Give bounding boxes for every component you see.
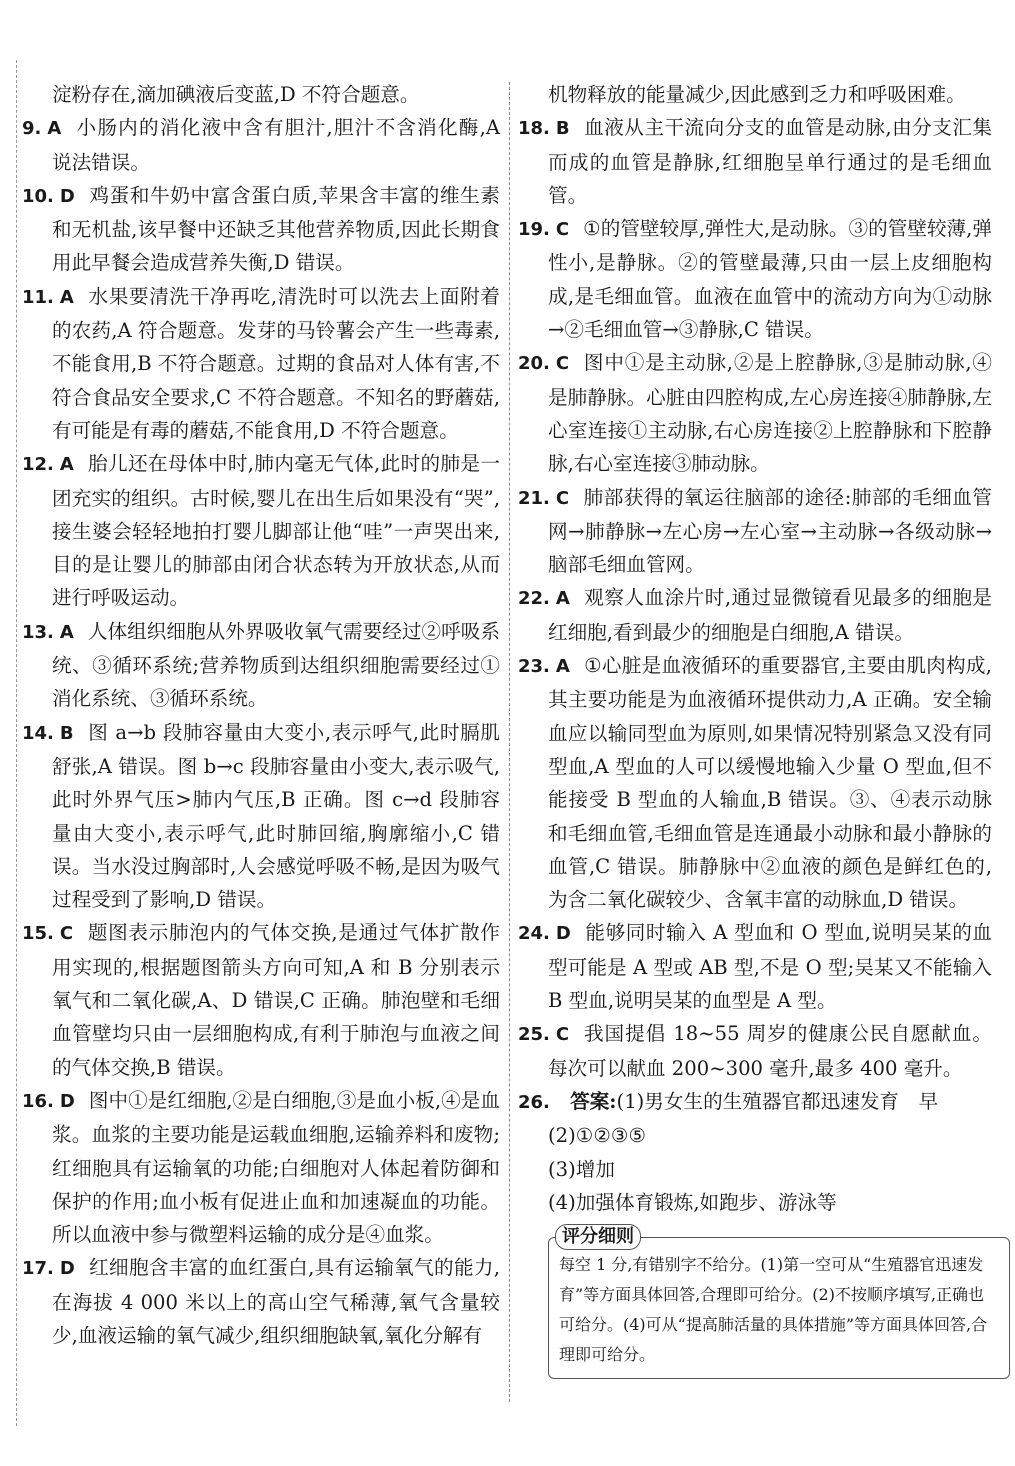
question-number: 20. xyxy=(518,353,550,375)
question-label xyxy=(22,186,75,207)
question-number: 14. xyxy=(22,722,54,744)
continuation-text: 机物释放的能量减少,因此感到乏力和呼吸困难。 xyxy=(548,83,966,106)
question-label xyxy=(518,656,570,677)
answer-item xyxy=(22,916,500,1083)
question-number: 21. xyxy=(518,487,550,509)
answer-item xyxy=(22,615,500,716)
answer-list-left xyxy=(22,111,500,1352)
answer-choice: C xyxy=(555,487,570,509)
answer-choice: A xyxy=(555,588,570,610)
answer-choice: A xyxy=(59,286,74,308)
answer-choice: C xyxy=(59,923,74,945)
answer-choice: D xyxy=(59,185,75,207)
question-number: 25. xyxy=(518,1024,550,1046)
answer-item xyxy=(518,581,992,649)
answer-item xyxy=(518,1017,992,1085)
explanation-text: 胎儿还在母体中时,肺内毫无气体,此时的肺是一团充实的组织。古时候,婴儿在出生后如果没有“哭”,接生婆会轻轻地拍打婴儿脚部让他“哇”一声哭出来,目的是让婴儿的肺部由闭合状态转为开放状态,从而进行呼吸运动。 xyxy=(52,452,500,610)
answer-item xyxy=(22,280,500,447)
explanation-text: 水果要清洗干净再吃,清洗时可以洗去上面附着的农药,A 符合题意。发芽的马铃薯会产生一些毒素,不能食用,B 不符合题意。过期的食品对人体有害,不符合食品安全要求,C 不符合题意。不知名的野蘑菇,有可能是有毒的蘑菇,不能食用,D 不符合题意。 xyxy=(52,284,500,442)
scoring-rubric-box xyxy=(548,1226,1010,1379)
question-label xyxy=(518,588,570,609)
question-number: 17. xyxy=(22,1258,54,1280)
explanation-text: 题图表示肺泡内的气体交换,是通过气体扩散作用实现的,根据题图箭头方向可知,A 和 B 分别表示氧气和二氧化碳,A、D 错误,C 正确。肺泡壁和毛细血管壁均只由一层细胞构成,有利于肺泡与血液之间的气体交换,B 错误。 xyxy=(52,921,500,1079)
question-number: 11. xyxy=(22,286,54,308)
explanation-text: 图中①是红细胞,②是白细胞,③是血小板,④是血浆。血浆的主要功能是运载血细胞,运输养料和废物;红细胞具有运输氧的功能;白细胞对人体起着防御和保护的作用;血小板有促进止血和加速凝血的功能。所以血液中参与微塑料运输的成分是④血浆。 xyxy=(52,1088,500,1247)
answer-choice: C xyxy=(555,1024,570,1046)
explanation-text: ①的管壁较厚,弹性大,是动脉。③的管壁较薄,弹性小,是静脉。②的管壁最薄,只由一层上皮细胞构成,是毛细血管。血液在血管中的流动方向为①动脉→②毛细血管→③静脉,C 错误。 xyxy=(548,217,992,342)
continuation-text: 淀粉存在,滴加碘液后变蓝,D 不符合题意。 xyxy=(52,83,420,106)
answer-choice: B xyxy=(59,722,74,744)
question-number: 26. xyxy=(518,1091,550,1113)
answer-item xyxy=(518,916,992,1017)
question-label xyxy=(22,923,73,944)
answer-item xyxy=(518,212,992,346)
question-label xyxy=(22,118,61,139)
explanation-text: 血液从主干流向分支的血管是动脉,由分支汇集而成的血管是静脉,红细胞呈单行通过的是毛细血管。 xyxy=(548,116,992,207)
explanation-text: 观察人血涂片时,通过显微镜看见最多的细胞是红细胞,看到最少的细胞是白细胞,A 错误。 xyxy=(548,586,992,644)
answer-line-2: (2)①②③⑤ xyxy=(548,1124,647,1148)
explanation-text: 鸡蛋和牛奶中富含蛋白质,苹果含丰富的维生素和无机盐,该早餐中还缺乏其他营养物质,因此长期食用此早餐会造成营养失衡,D 错误。 xyxy=(52,183,500,275)
answer-item xyxy=(22,716,500,917)
right-column xyxy=(518,78,992,1379)
explanation-text: 红细胞含丰富的血红蛋白,具有运输氧气的能力,在海拔 4 000 米以上的高山空气稀薄,氧气含量较少,血液运输的氧气减少,组织细胞缺氧,氧化分解有 xyxy=(52,1256,500,1347)
question-label xyxy=(22,287,74,308)
answer-choice: A xyxy=(47,118,62,140)
column-divider xyxy=(509,82,510,1402)
question-number: 15. xyxy=(22,923,54,945)
answer-line-3: (3)增加 xyxy=(548,1157,615,1181)
answer-label: 答案: xyxy=(570,1089,617,1113)
answer-list-right xyxy=(518,111,992,1085)
left-column xyxy=(22,78,500,1352)
answer-choice: A xyxy=(59,621,74,643)
question-label xyxy=(22,454,74,475)
answer-item xyxy=(22,1251,500,1352)
question-number: 24. xyxy=(518,923,550,945)
explanation-text: 小肠内的消化液中含有胆汁,胆汁不含消化酶,A 说法错误。 xyxy=(52,116,500,174)
answer-item xyxy=(22,447,500,614)
explanation-text: 图中①是主动脉,②是上腔静脉,③是肺动脉,④是肺静脉。心脏由四腔构成,左心房连接④肺静脉,左心室连接①主动脉,右心房连接②上腔静脉和下腔静脉,右心室连接③肺动脉。 xyxy=(548,351,992,476)
answer-choice: A xyxy=(59,454,74,476)
explanation-text: ①心脏是血液循环的重要器官,主要由肌肉构成,其主要功能是为血液循环提供动力,A 正确。安全输血应以输同型血为原则,如果情况特别紧急又没有同型血,A 型血的人可以缓慢地输入少量 O 型血,但不能接受 B 型血的人输血,B 错误。③、④表示动脉和毛细血管,毛细血管是连通最小动脉和最小静脉的血管,C 错误。肺静脉中②血液的颜色是鲜红色的,为含二氧化碳较少、含氧丰富的动脉血,D 错误。 xyxy=(548,654,992,912)
question-number: 19. xyxy=(518,219,550,241)
answer-item xyxy=(518,649,992,916)
explanation-text: 肺部获得的氧运往脑部的途径:肺部的毛细血管网→肺静脉→左心房→左心室→主动脉→各级动脉→脑部毛细血管网。 xyxy=(548,485,992,577)
question-number: 22. xyxy=(518,588,550,610)
answer-choice: B xyxy=(555,118,570,140)
question-label xyxy=(22,1091,75,1112)
answer-choice: C xyxy=(555,219,570,241)
answer-item xyxy=(518,111,992,212)
question-number: 13. xyxy=(22,621,54,643)
answer-choice: D xyxy=(555,923,571,945)
explanation-text: 图 a→b 段肺容量由大变小,表示呼气,此时膈肌舒张,A 错误。图 b→c 段肺容量由小变大,表示吸气,此时外界气压>肺内气压,B 正确。图 c→d 段肺容量由大变小,表示呼气,此时肺回缩,胸廓缩小,C 错误。当水没过胸部时,人会感觉呼吸不畅,是因为吸气过程受到了影响,D 错误。 xyxy=(52,720,500,912)
answer-choice: D xyxy=(59,1090,75,1112)
question-label xyxy=(518,488,569,509)
answer-item xyxy=(22,1084,500,1251)
question-label xyxy=(22,723,74,744)
question-number: 23. xyxy=(518,656,550,678)
rubric-text: 每空 1 分,有错别字不给分。(1)第一空可从“生殖器官迅速发育”等方面具体回答,合理即可给分。(2)不按顺序填写,正确也可给分。(4)可从“提高肺活量的具体措施”等方面具体回答,合理即可给分。 xyxy=(559,1255,988,1365)
question-number: 10. xyxy=(22,185,54,207)
answer-item xyxy=(22,111,500,179)
answer-item xyxy=(518,346,992,480)
explanation-text: 人体组织细胞从外界吸收氧气需要经过②呼吸系统、③循环系统;营养物质到达组织细胞需要经过①消化系统、③循环系统。 xyxy=(52,619,500,711)
question-number: 9. xyxy=(22,118,42,140)
answer-item xyxy=(22,179,500,280)
question-label xyxy=(518,118,570,139)
explanation-text: 能够同时输入 A 型血和 O 型血,说明吴某的血型可能是 A 型或 AB 型,不是 O 型;吴某又不能输入 B 型血,说明吴某的血型是 A 型。 xyxy=(548,921,992,1013)
answer-item xyxy=(518,481,992,582)
explanation-text: 我国提倡 18~55 周岁的健康公民自愿献血。每次可以献血 200~300 毫升,最多 400 毫升。 xyxy=(548,1022,992,1080)
question-label xyxy=(518,1024,569,1045)
question-label xyxy=(22,622,74,643)
question-label xyxy=(518,219,569,240)
rubric-tag: 评分细则 xyxy=(555,1224,641,1250)
question-number: 12. xyxy=(22,454,54,476)
question-label xyxy=(518,353,569,374)
question-label xyxy=(22,1258,75,1279)
answer-line-4: (4)加强体育锻炼,如跑步、游泳等 xyxy=(548,1190,837,1214)
question-label xyxy=(518,923,571,944)
answer-choice: D xyxy=(59,1258,75,1280)
answer-item-26 xyxy=(518,1085,992,1119)
question-number: 16. xyxy=(22,1090,54,1112)
question-number: 18. xyxy=(518,118,550,140)
answer-choice: C xyxy=(555,353,570,375)
binding-margin-line xyxy=(16,60,17,1426)
answer-choice: A xyxy=(555,656,570,678)
answer-line-1: (1)男女生的生殖器官都迅速发育 早 xyxy=(616,1089,939,1113)
